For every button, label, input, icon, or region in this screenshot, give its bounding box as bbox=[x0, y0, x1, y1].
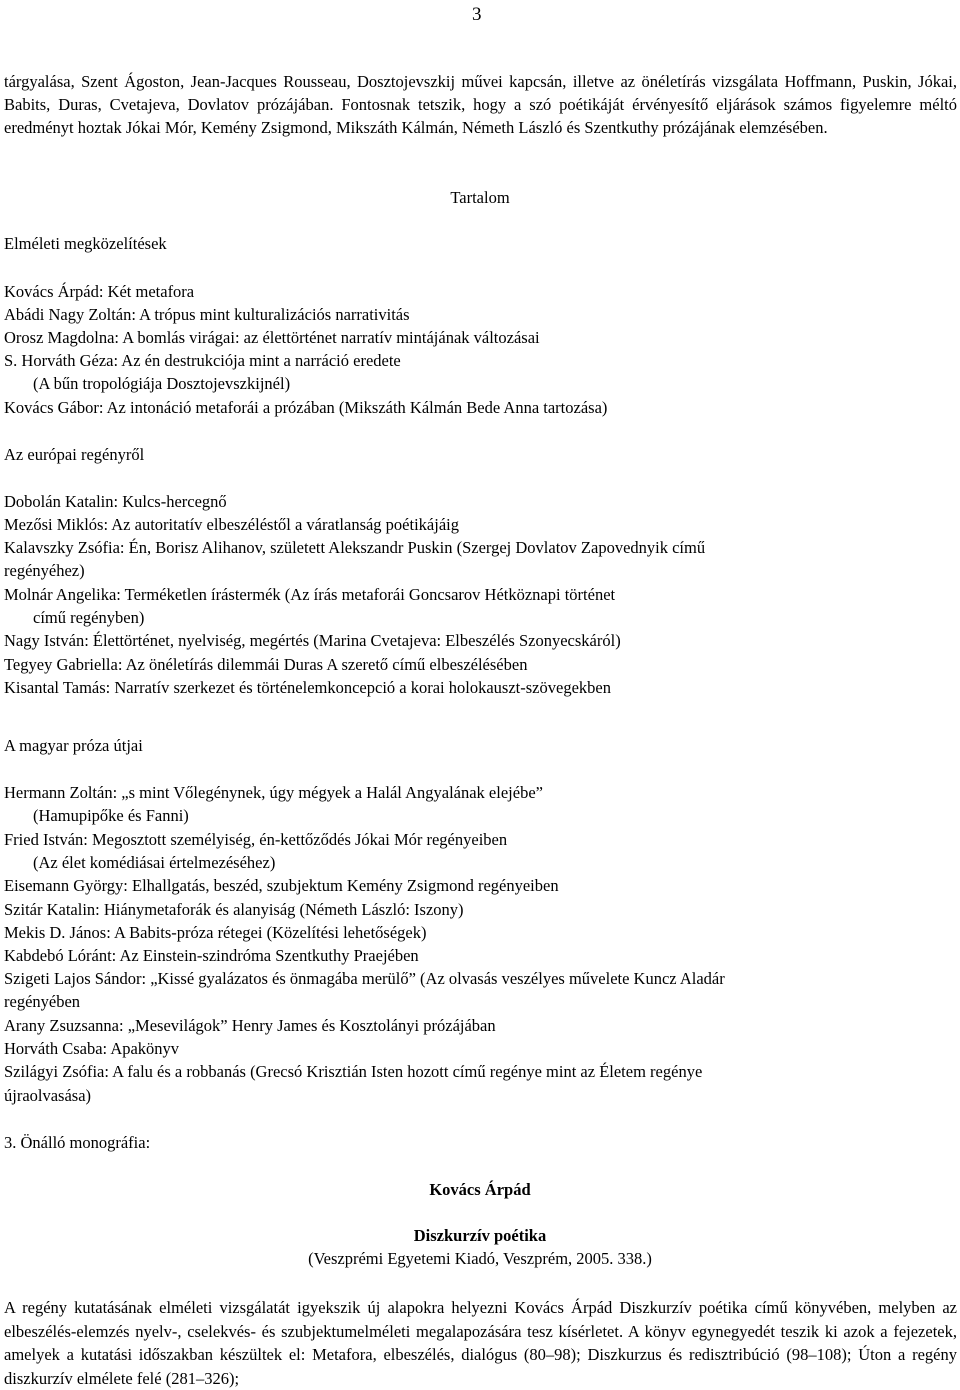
toc-entry: Horváth Csaba: Apakönyv bbox=[4, 1039, 180, 1058]
toc-entry-continuation: (Hamupipőke és Fanni) bbox=[33, 806, 189, 825]
toc-entry-continuation: című regényben) bbox=[33, 608, 145, 627]
closing-paragraph: A regény kutatásának elméleti vizsgálatát igyekszik új alapokra helyezni Kovács Árpád Diszkurzív poétika című könyvében, melyben az elbeszélés-elemzés nyelv-, cselekvés- és szubjektumelméleti megalapozására tesz kísérletet. A könyv egynegyedét teszik ki azok a fejezetek, amelyek a kutatási időszakban készültek el: Metafora, elbeszélés, dialógus (80–98); Diszkurzus és redisztribúció (98–108); Úton a regény diszkurzív elmélete felé (281–326); bbox=[4, 1298, 957, 1388]
toc-entry: Kovács Gábor: Az intonáció metaforái a prózában (Mikszáth Kálmán Bede Anna tartozása) bbox=[4, 398, 608, 417]
toc-entry: Szilágyi Zsófia: A falu és a robbanás (Grecsó Krisztián Isten hozott című regénye mint az Életem regénye bbox=[4, 1062, 703, 1081]
monograph-title: Diszkurzív poétika bbox=[413, 1226, 547, 1245]
toc-entry: Szigeti Lajos Sándor: „Kissé gyalázatos és önmagába merülő” (Az olvasás veszélyes művelete Kuncz Aladár bbox=[4, 969, 725, 988]
toc-entry-continuation: regényében bbox=[4, 992, 81, 1011]
toc-entry: Mekis D. János: A Babits-próza rétegei (Közelítési lehetőségek) bbox=[4, 923, 427, 942]
toc-entry: Hermann Zoltán: „s mint Vőlegénynek, úgy mégyek a Halál Angyalának elejébe” bbox=[4, 783, 543, 802]
toc-entry: Eisemann György: Elhallgatás, beszéd, szubjektum Kemény Zsigmond regényeiben bbox=[4, 876, 559, 895]
intro-paragraph: tárgyalása, Szent Ágoston, Jean-Jacques Rousseau, Dosztojevszkij művei kapcsán, illetve az önéletírás vizsgálata Hoffmann, Puskin, Jókai, Babits, Duras, Cvetajeva, Dovlatov prózájában. Fontosnak tetszik, hogy a szó poétikáját érvényesítő eljárások számos figyelemre méltó eredményt hoztak Jókai Mór, Kemény Zsigmond, Mikszáth Kálmán, Németh László és Szentkuthy prózájának elemzésében. bbox=[4, 72, 957, 137]
monograph-author: Kovács Árpád bbox=[429, 1180, 531, 1199]
toc-entry-continuation: újraolvasása) bbox=[4, 1086, 92, 1105]
toc-entry: Orosz Magdolna: A bomlás virágai: az élettörténet narratív mintájának változásai bbox=[4, 328, 540, 347]
toc-entry: Kalavszky Zsófia: Én, Borisz Alihanov, született Alekszandr Puskin (Szergej Dovlatov Zapovednyik című bbox=[4, 538, 706, 557]
monograph-label: 3. Önálló monográfia: bbox=[4, 1133, 151, 1152]
page-number: 3 bbox=[472, 4, 482, 25]
toc-entry: Dobolán Katalin: Kulcs-hercegnő bbox=[4, 492, 227, 511]
toc-entry-continuation: (A bűn tropológiája Dosztojevszkijnél) bbox=[33, 374, 291, 393]
toc-entry: Kabdebó Lóránt: Az Einstein-szindróma Szentkuthy Praejében bbox=[4, 946, 419, 965]
toc-entry-continuation: (Az élet komédiásai értelmezéséhez) bbox=[33, 853, 276, 872]
toc-entry: Szitár Katalin: Hiánymetaforák és alanyiság (Németh László: Iszony) bbox=[4, 900, 464, 919]
section-heading-theory: Elméleti megközelítések bbox=[4, 234, 167, 253]
toc-entry: Abádi Nagy Zoltán: A trópus mint kulturalizációs narrativitás bbox=[4, 305, 410, 324]
toc-entry: Molnár Angelika: Terméketlen írástermék (Az írás metaforái Goncsarov Hétköznapi történet bbox=[4, 585, 616, 604]
toc-entry: Kovács Árpád: Két metafora bbox=[4, 282, 195, 301]
toc-entry: Mezősi Miklós: Az autoritatív elbeszéléstől a váratlanság poétikájáig bbox=[4, 515, 459, 534]
toc-entry: Arany Zsuzsanna: „Mesevilágok” Henry James és Kosztolányi prózájában bbox=[4, 1016, 496, 1035]
toc-entry: Tegyey Gabriella: Az önéletírás dilemmái Duras A szerető című elbeszélésében bbox=[4, 655, 528, 674]
monograph-publisher: (Veszprémi Egyetemi Kiadó, Veszprém, 2005. 338.) bbox=[308, 1249, 652, 1268]
toc-entry: S. Horváth Géza: Az én destrukciója mint a narráció eredete bbox=[4, 351, 401, 370]
toc-entry: Fried István: Megosztott személyiség, én-kettőződés Jókai Mór regényeiben bbox=[4, 830, 508, 849]
toc-title: Tartalom bbox=[450, 188, 510, 207]
toc-entry-continuation: regényéhez) bbox=[4, 561, 85, 580]
section-heading-european: Az európai regényről bbox=[4, 445, 145, 464]
toc-entry: Kisantal Tamás: Narratív szerkezet és történelemkoncepció a korai holokauszt-szövegekben bbox=[4, 678, 611, 697]
toc-entry: Nagy István: Élettörténet, nyelviség, megértés (Marina Cvetajeva: Elbeszélés Szonyecskáról) bbox=[4, 631, 621, 650]
section-heading-hungarian: A magyar próza útjai bbox=[4, 736, 143, 755]
